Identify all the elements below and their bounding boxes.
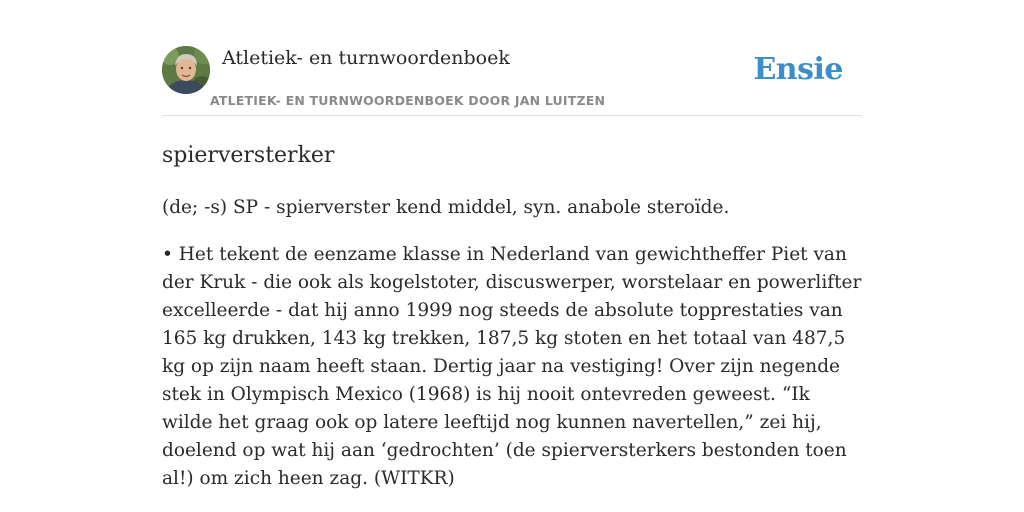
dictionary-author-line[interactable]: ATLETIEK- EN TURNWOORDENBOEK DOOR JAN LUITZEN xyxy=(210,93,606,108)
entry-term: spierversterker xyxy=(162,143,335,168)
entry-quote: • Het tekent de eenzame klasse in Nederland van gewichtheffer Piet van der Kruk - die ook als kogelstoter, discuswerper, worstelaar en powerlifter excelleerde - dat hij anno 1999 nog steeds de absolute topprestaties van 165 kg drukken, 143 kg trekken, 187,5 kg stoten en het totaal van 487,5 kg op zijn naam heeft staan. Dertig jaar na vestiging! Over zijn negende stek in Olympisch Mexico (1968) is hij nooit ontevreden geweest. “Ik wilde het graag ook op latere leeftijd nog kunnen navertellen,” zei hij, doelend op wat hij aan ‘gedrochten’ (de spierversterkers bestonden toen al!) om zich heen zag. (WITKR) xyxy=(162,244,862,489)
author-avatar[interactable] xyxy=(162,46,210,94)
dictionary-header xyxy=(162,46,862,116)
entry-definition: (de; -s) SP - spierverster kend middel, syn. anabole steroïde. xyxy=(162,197,730,218)
ensie-logo-link[interactable]: Ensie xyxy=(753,52,843,87)
entry-card xyxy=(162,46,862,493)
author-portrait-icon xyxy=(162,46,210,94)
dictionary-title[interactable]: Atletiek- en turnwoordenboek xyxy=(222,47,510,69)
